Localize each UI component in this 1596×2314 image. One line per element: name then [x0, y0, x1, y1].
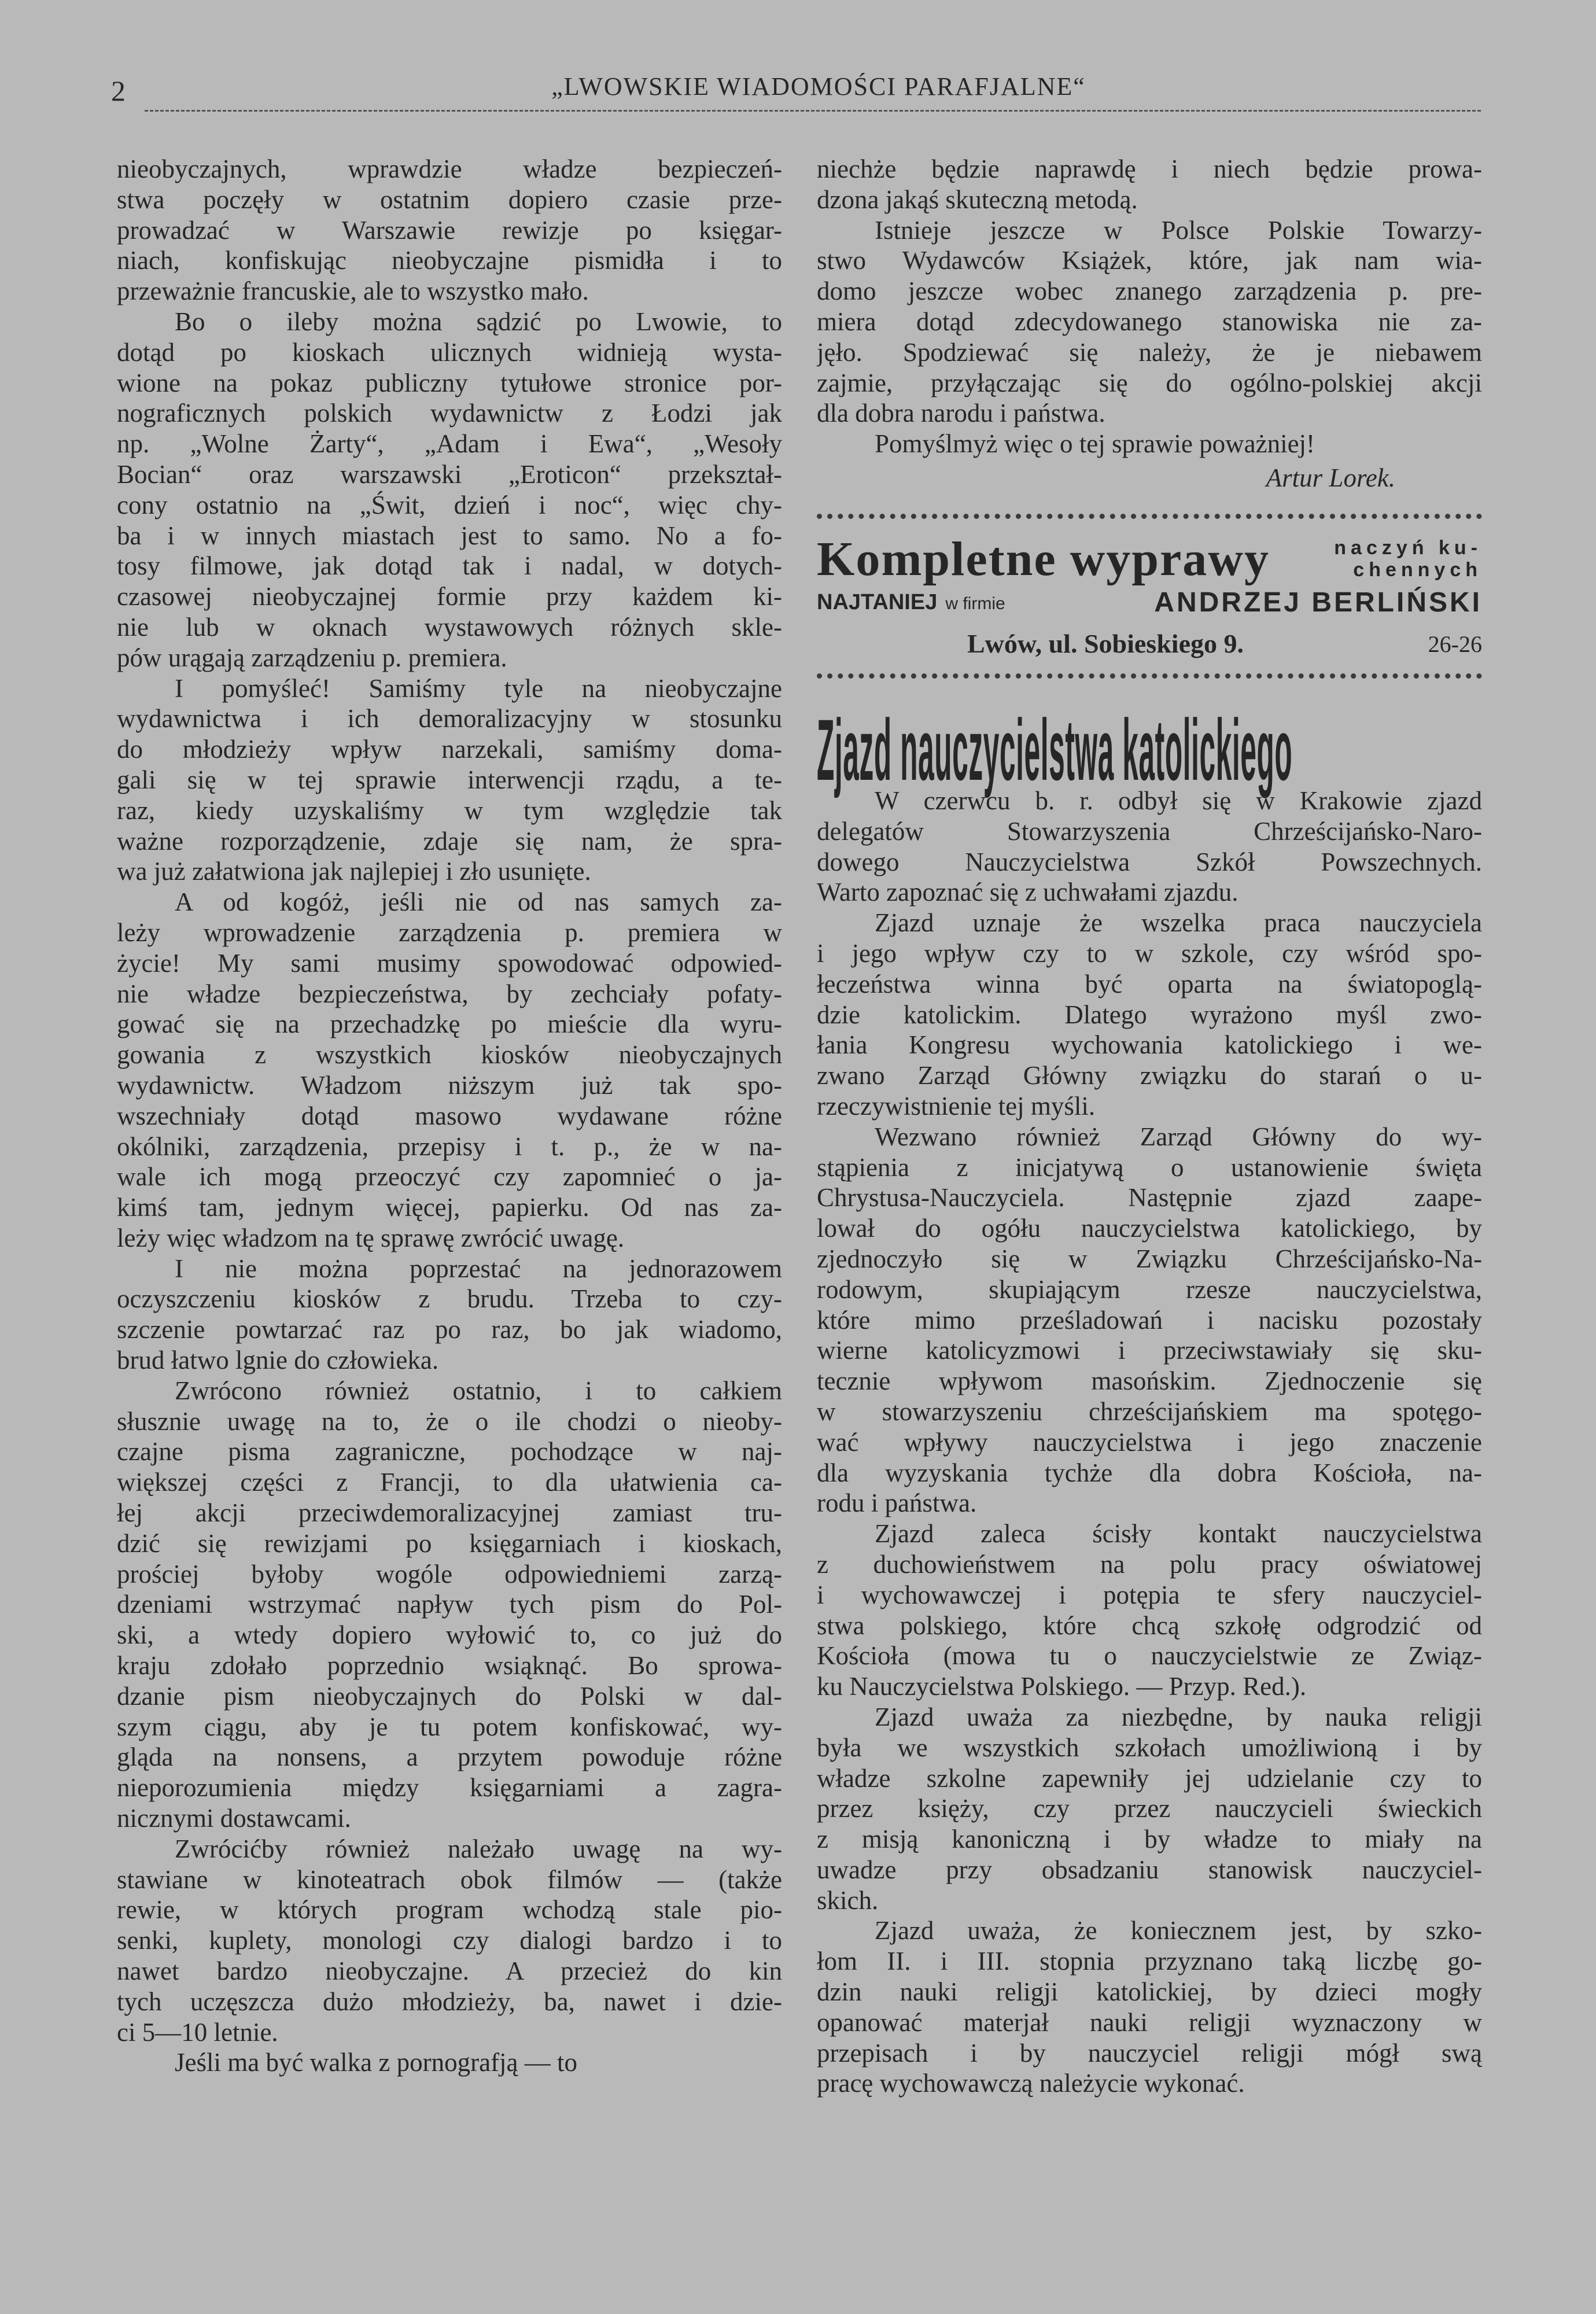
text-line: wszechniały dotąd masowo wydawane różne — [117, 1101, 782, 1130]
text-line: Wezwano również Zarząd Główny do wy- — [875, 1122, 1482, 1151]
ad-firm-name: ANDRZEJ BERLIŃSKI — [1154, 587, 1482, 618]
text-line: I pomyśleć! Samiśmy tyle na nieobyczajne — [175, 673, 782, 703]
text-line: przepisach i by nauczyciel religji mógł swą — [817, 2038, 1482, 2068]
text-line: rzeczywistnienie tej myśli. — [817, 1091, 1096, 1121]
text-line: stwa poczęły w ostatnim dopiero czasie prze- — [117, 185, 782, 214]
text-line: leży więc władzom na tę sprawę zwrócić uwagę. — [117, 1223, 625, 1252]
text-line: niechże będzie naprawdę i niech będzie prowa- — [817, 154, 1482, 183]
text-line: dla wyzyskania tychże dla dobra Kościoła, na- — [817, 1458, 1482, 1487]
text-line: ba i w innych miastach jest to samo. No a fo- — [117, 521, 782, 550]
text-line: i wychowawczej i potępia te sfery nauczyciel- — [817, 1580, 1482, 1609]
text-line: gować się na przechadzkę po mieście dla wyru- — [117, 1009, 782, 1039]
text-line: domo jeszcze wobec znanego zarządzenia p. pre- — [817, 277, 1482, 306]
text-line: dowego Nauczycielstwa Szkół Powszechnych. — [817, 847, 1482, 876]
text-line: wa już załatwiona jak najlepiej i zło usunięte. — [117, 857, 591, 886]
paragraph — [117, 154, 782, 307]
text-line: które mimo prześladowań i nacisku pozostały — [817, 1305, 1482, 1335]
text-line: niach, konfiskując nieobyczajne pismidła i to — [117, 246, 782, 275]
ad-address: Lwów, ul. Sobieskiego 9. — [967, 629, 1244, 658]
text-line: życie! My sami musimy spowodować odpowied- — [117, 948, 782, 978]
running-title: „LWOWSKIE WIADOMOŚCI PARAFJALNE“ — [551, 72, 1086, 101]
text-line: kimś tam, jednym więcej, papierku. Od nas za- — [117, 1193, 782, 1222]
text-line: Jeśli ma być walka z pornografją — to — [175, 2048, 578, 2077]
text-line: okólniki, zarządzenia, przepisy i t. p., że w na- — [117, 1132, 782, 1161]
text-line: np. „Wolne Żarty“, „Adam i Ewa“, „Wesoły — [117, 429, 782, 459]
text-line: wierne katolicyzmowi i przeciwstawiały się sku- — [817, 1336, 1482, 1365]
author-signature: Artur Lorek. — [1266, 463, 1395, 492]
text-line: rodowym, skupiającym rzesze nauczycielstwa, — [817, 1274, 1482, 1304]
text-line: Warto zapoznać się z uchwałami zjazdu. — [817, 878, 1239, 907]
text-line: dzin nauki religji katolickiej, by dzieci mogły — [817, 1977, 1482, 2007]
paragraph — [117, 1376, 782, 1834]
text-line: Istnieje jeszcze w Polsce Polskie Towarzy- — [875, 215, 1482, 245]
text-line: dzona jakąś skuteczną metodą. — [817, 185, 1138, 214]
text-line: w stowarzyszeniu chrześcijańskiem ma spotęgo- — [817, 1396, 1482, 1426]
text-line: Zwrócono również ostatnio, i to całkiem — [175, 1376, 782, 1405]
text-line: Zwrócićby również należało uwagę na wy- — [175, 1834, 782, 1863]
text-line: prościej byłoby wogóle odpowiedniemi zarzą- — [117, 1559, 782, 1589]
text-line: z duchowieństwem na polu pracy oświatowej — [817, 1549, 1482, 1579]
text-line: dzeniami wstrzymać napływ tych pism do Pol- — [117, 1590, 782, 1619]
text-line: i jego wpływ czy to w szkole, czy wśród spo- — [817, 938, 1482, 968]
text-line: ski, a wtedy dopiero wyłowić to, co już do — [117, 1620, 782, 1650]
advertisement — [817, 531, 1482, 664]
text-line: wać wpływy nauczycielstwa i jego znaczenie — [817, 1427, 1482, 1457]
text-line: Pomyślmyż więc o tej sprawie poważniej! — [875, 429, 1315, 459]
text-line: tecznie wpływom masońskim. Zjednoczenie się — [817, 1366, 1482, 1396]
text-line: Bocian“ oraz warszawski „Eroticon“ przekształ- — [117, 459, 782, 489]
text-line: łom II. i III. stopnia przyznano taką liczbę go- — [817, 1947, 1482, 1976]
text-line: cony ostatnio na „Świt, dzień i noc“, więc chy- — [117, 490, 782, 519]
paragraph — [817, 908, 1482, 1122]
text-line: tych uczęszcza dużo młodzieży, ba, nawet i dzie- — [117, 1987, 782, 2016]
text-line: lował do ogółu nauczycielstwa katolickiego, by — [817, 1214, 1482, 1243]
text-line: dzanie pism nieobyczajnych do Polski w dal- — [117, 1681, 782, 1711]
text-line: stąpienia z inicjatywą o ustanowienie święta — [817, 1152, 1482, 1182]
paragraph — [817, 429, 1482, 459]
paragraph — [817, 154, 1482, 215]
text-line: wydawnictwa i ich demoralizacyjny w stosunku — [117, 704, 782, 734]
paragraph — [817, 215, 1482, 429]
text-line: przeważnie francuskie, ale to wszystko mało. — [117, 277, 589, 306]
ad-firm-line — [817, 587, 1482, 618]
text-line: I nie można poprzestać na jednorazowem — [175, 1254, 782, 1283]
text-line: ku Nauczycielstwa Polskiego. — Przyp. Red.). — [817, 1672, 1307, 1701]
text-line: nieporozumienia między księgarniami a zagra- — [117, 1773, 782, 1803]
text-line: Zjazd uważa, że koniecznem jest, by szko- — [875, 1916, 1482, 1945]
ad-cheap: NAJTANIEJ — [817, 590, 938, 614]
text-line: stwo Wydawców Książek, które, jak nam wia- — [817, 246, 1482, 275]
text-line: leży wprowadzenie zarządzenia p. premiera w — [117, 918, 782, 947]
text-line: z misją kanoniczną i by władze to miały na — [817, 1825, 1482, 1854]
text-line: delegatów Stowarzyszenia Chrześcijańsko-Naro- — [817, 816, 1482, 846]
text-line: nograficznych polskich wydawnictw z Łodzi jak — [117, 399, 782, 428]
text-line: dla dobra narodu i państwa. — [817, 399, 1105, 428]
text-line: tosy filmowe, jak dotąd tak i nadal, w dotych- — [117, 551, 782, 581]
text-line: ci 5—10 letnie. — [117, 2017, 278, 2047]
text-line: rewie, w których program wchodzą stale pio- — [117, 1895, 782, 1925]
text-line: dzić się rewizjami po księgarniach i kioskach, — [117, 1528, 782, 1558]
text-line: Zjazd zaleca ścisły kontakt nauczycielstwa — [875, 1519, 1482, 1549]
text-line: wione na pokaz publiczny tytułowe stronice por- — [117, 368, 782, 397]
text-line: dzie katolickim. Dlatego wyrażono myśl zwo- — [817, 1000, 1482, 1029]
text-line: Kościoła (mowa tu o nauczycielstwie ze Związ- — [817, 1641, 1482, 1671]
text-line: miera dotąd zdecydowanego stanowiska nie za- — [817, 307, 1482, 336]
text-line: łej akcji przeciwdemoralizacyjnej zamiast tru- — [117, 1498, 782, 1528]
text-line: nie władze bezpieczeństwa, by zechciały pofaty- — [117, 979, 782, 1008]
ornament-rule-top — [817, 514, 1482, 525]
page-number: 2 — [111, 75, 126, 107]
text-line: A od kogóż, jeśli nie od nas samych za- — [175, 887, 782, 917]
ad-in-firm: w firmie — [945, 594, 1005, 613]
text-line: pracę wychowawczą należycie wykonać. — [817, 2069, 1245, 2098]
text-line: Zjazd uznaje że wszelka praca nauczyciela — [875, 908, 1482, 938]
text-line: zwano Zarząd Główny związku do starań o u- — [817, 1061, 1482, 1090]
text-line: prowadzać w Warszawie rewizje po księgar- — [117, 215, 782, 245]
text-line: nicznymi dostawcami. — [117, 1804, 351, 1833]
text-line: raz, kiedy uzyskaliśmy w tym względzie tak — [117, 795, 782, 825]
text-line: szczenie powtarzać raz po raz, bo jak wiadomo, — [117, 1315, 782, 1344]
text-line: rodu i państwa. — [817, 1488, 977, 1518]
text-line: gali się w tej sprawie interwencji rządu, a te- — [117, 765, 782, 794]
text-line: kraju zdołało poprzednio wsiąknąć. Bo sprowa- — [117, 1651, 782, 1681]
text-line: przez księży, czy przez nauczycieli świeckich — [817, 1794, 1482, 1823]
text-line: łeczeństwa winna być oparta na światopoglą- — [817, 969, 1482, 998]
text-line: opanować materjał nauki religji wyznaczony w — [817, 2007, 1482, 2037]
text-line: czasowej nieobyczajnej formie przy każdem ki- — [117, 582, 782, 611]
text-line: czajne pisma zagraniczne, pochodzące w naj- — [117, 1437, 782, 1466]
text-line: skich. — [817, 1885, 879, 1915]
article-body — [817, 786, 1482, 2099]
paragraph — [117, 1254, 782, 1376]
ad-subtitle — [1334, 537, 1482, 581]
text-line: do młodzieży wpływ narzekali, samiśmy doma- — [117, 735, 782, 764]
text-line: większej części z Francji, to dla ułatwienia ca- — [117, 1468, 782, 1497]
right-column-continuation — [817, 154, 1482, 459]
text-line: nieobyczajnych, wprawdzie władze bezpieczeń- — [117, 154, 782, 183]
text-line: była we wszystkich szkołach umożliwioną i by — [817, 1733, 1482, 1762]
text-line: zjednoczyło się w Związku Chrześcijańsko-Na- — [817, 1244, 1482, 1273]
ad-subtitle-line1: naczyń ku- — [1334, 537, 1482, 559]
text-line: oczyszczeniu kiosków z brudu. Trzeba to czy- — [117, 1284, 782, 1314]
text-line: W czerwcu b. r. odbył się w Krakowie zjazd — [875, 786, 1482, 815]
paragraph — [817, 1519, 1482, 1702]
text-line: stwa polskiego, które chcą szkołę odgrodzić od — [817, 1611, 1482, 1640]
left-column-text — [117, 154, 782, 2078]
text-line: pów urągają zarządzeniu p. premiera. — [117, 643, 507, 672]
text-line: władze szkolne zapewniły jej udzielanie czy to — [817, 1763, 1482, 1793]
text-line: nawet bardzo nieobyczajne. A przecież do kin — [117, 1956, 782, 1986]
text-line: wale ich mogą przeoczyć czy zapomnieć o ja- — [117, 1162, 782, 1192]
paragraph — [117, 1834, 782, 2048]
ad-headline: Kompletne wyprawy — [817, 532, 1270, 586]
text-line: uwadze przy obsadzaniu stanowisk nauczyciel- — [817, 1855, 1482, 1884]
paragraph — [817, 1702, 1482, 1916]
text-line: słusznie uwagę na to, że o ile chodzi o nieoby- — [117, 1406, 782, 1436]
paragraph — [117, 2047, 782, 2078]
text-line: gląda na nonsens, a przytem powoduje różne — [117, 1742, 782, 1772]
paragraph — [817, 1122, 1482, 1519]
paragraph — [117, 307, 782, 673]
text-line: łania Kongresu wychowania katolickiego i we- — [817, 1030, 1482, 1060]
header-rule — [145, 110, 1481, 112]
ornament-rule-bottom — [817, 673, 1482, 684]
text-line: ważne rozporządzenie, zdaje się nam, że spra- — [117, 826, 782, 856]
text-line: Zjazd uważa za niezbędne, by nauka religji — [875, 1702, 1482, 1731]
text-line: brud łatwo lgnie do człowieka. — [117, 1346, 439, 1375]
text-line: Chrystusa-Nauczyciela. Następnie zjazd zaape- — [817, 1183, 1482, 1213]
text-line: jęło. Spodziewać się należy, że je niebawem — [817, 337, 1482, 367]
text-line: gowania z wszystkich kiosków nieobyczajnych — [117, 1040, 782, 1070]
text-line: nie lub w oknach wystawowych różnych skle- — [117, 612, 782, 642]
ad-code: 26-26 — [1428, 631, 1482, 657]
text-line: szym ciągu, aby je tu potem konfiskować, wy- — [117, 1712, 782, 1741]
text-line: Bo o ileby można sądzić po Lwowie, to — [175, 307, 782, 336]
ad-subtitle-line2: chennych — [1353, 559, 1482, 581]
text-line: wydawnictw. Władzom niższym już tak spo- — [117, 1070, 782, 1100]
text-line: stawiane w kinoteatrach obok filmów — (także — [117, 1865, 782, 1894]
text-line: zajmie, przyłączając się do ogólno-polskiej akcji — [817, 368, 1482, 397]
text-line: senki, kuplety, monologi czy dialogi bardzo i to — [117, 1926, 782, 1955]
paragraph — [817, 1915, 1482, 2099]
text-line: dotąd po kioskach ulicznych widnieją wysta- — [117, 337, 782, 367]
paragraph — [117, 887, 782, 1254]
article-title: Zjazd nauczycielstwa katolickiego — [817, 701, 1293, 798]
paragraph — [817, 786, 1482, 908]
paragraph — [117, 673, 782, 887]
